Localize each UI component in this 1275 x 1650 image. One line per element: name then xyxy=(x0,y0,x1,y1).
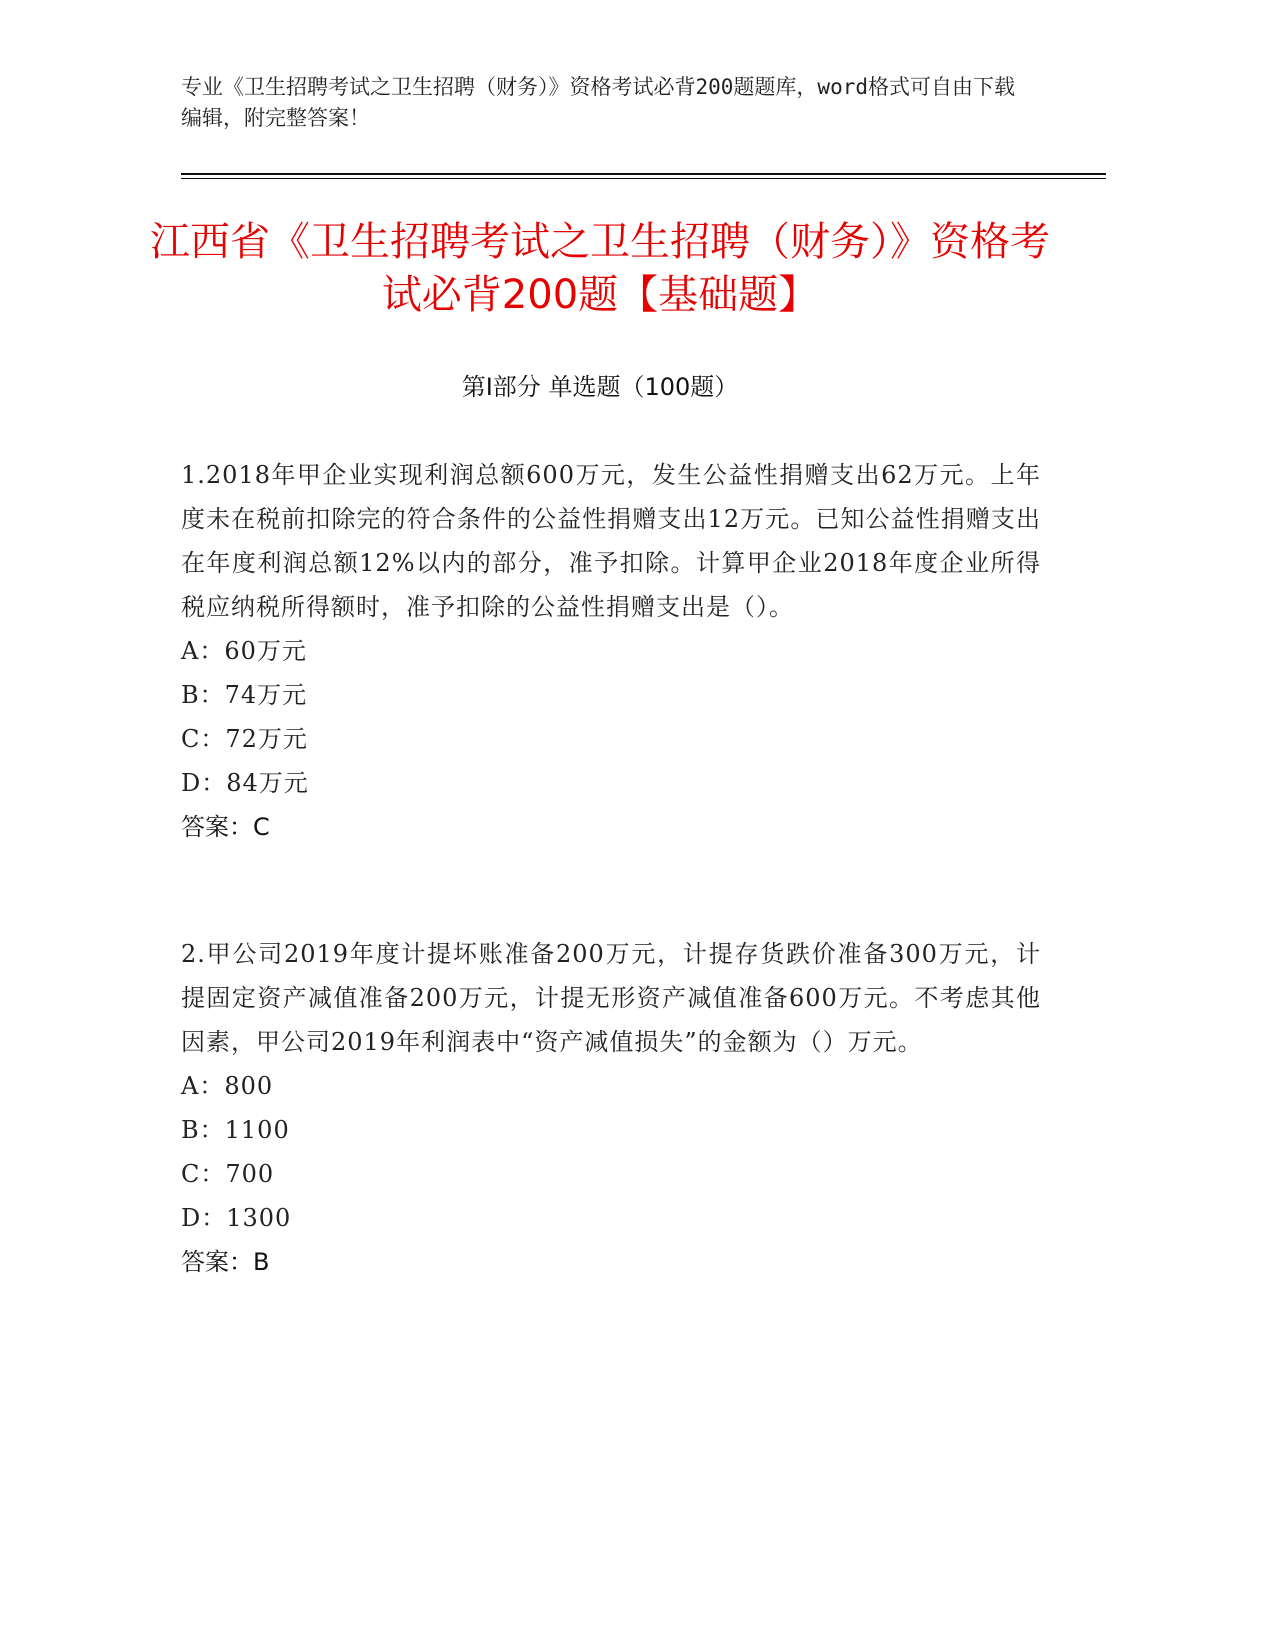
header-note: 专业《卫生招聘考试之卫生招聘（财务）》资格考试必背200题题库，word格式可自由下载编辑，附完整答案！ xyxy=(181,75,1015,130)
option-d: D：1300 xyxy=(181,1204,292,1232)
option-a: A：60万元 xyxy=(181,637,307,665)
option-b: B：74万元 xyxy=(181,681,308,709)
option-a: A：800 xyxy=(181,1072,274,1100)
header-divider-thick xyxy=(181,173,1106,175)
document-title: 江西省《卫生招聘考试之卫生招聘（财务）》资格考试必背200题【基础题】 xyxy=(150,219,1050,318)
question-2 xyxy=(181,932,1041,1284)
header-divider-thin xyxy=(181,178,1106,179)
answer: 答案：B xyxy=(181,1248,270,1276)
question-1 xyxy=(181,453,1041,849)
section-title: 第Ⅰ部分 单选题（100题） xyxy=(461,373,739,401)
option-c: C：700 xyxy=(181,1160,275,1188)
question-stem: 2.甲公司2019年度计提坏账准备200万元，计提存货跌价准备300万元，计提固定资产减值准备200万元，计提无形资产减值准备600万元。不考虑其他因素，甲公司2019年利润表中“资产减值损失”的金额为（）万元。 xyxy=(181,940,1041,1056)
answer: 答案：C xyxy=(181,813,270,841)
question-stem: 1.2018年甲企业实现利润总额600万元，发生公益性捐赠支出62万元。上年度未在税前扣除完的符合条件的公益性捐赠支出12万元。已知公益性捐赠支出在年度利润总额12%以内的部分，准予扣除。计算甲企业2018年度企业所得税应纳税所得额时，准予扣除的公益性捐赠支出是（）。 xyxy=(181,461,1041,621)
option-d: D：84万元 xyxy=(181,769,309,797)
option-c: C：72万元 xyxy=(181,725,308,753)
option-b: B：1100 xyxy=(181,1116,290,1144)
